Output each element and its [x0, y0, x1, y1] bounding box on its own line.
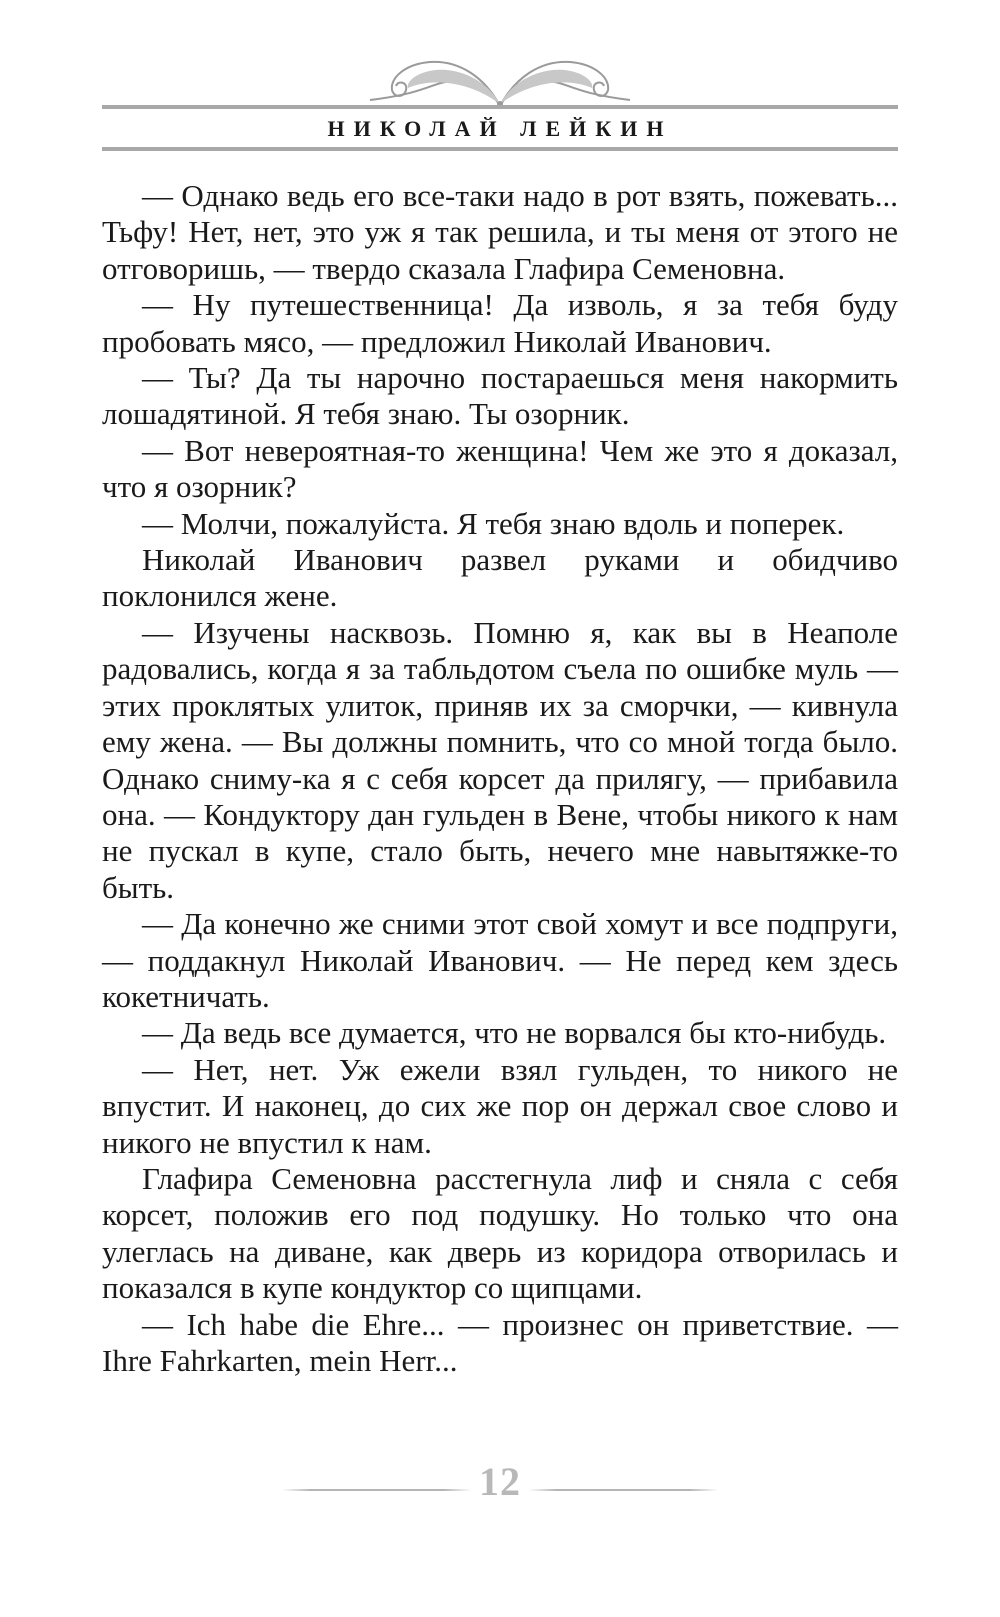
- header-bottom-rule: [102, 146, 898, 152]
- paragraph: — Молчи, пожалуйста. Я тебя знаю вдоль и поперек.: [142, 505, 845, 541]
- page-number: 12: [479, 1459, 521, 1504]
- paragraph: — Однако ведь его все-таки надо в рот взять, пожевать... Тьфу! Нет, нет, это уж я так решила, и ты меня от этого не отговоришь, — твердо сказала Глафира Семеновна.: [102, 178, 898, 286]
- paragraph: — Ich habe die Ehre... — произнес он приветствие. — Ihre Fahrkarten, mein Herr...: [102, 1306, 898, 1378]
- footer-left-rule: [282, 1489, 472, 1491]
- paragraph: — Изучены насквозь. Помню я, как вы в Неаполе радовались, когда я за табльдотом съела по ошибке муль — этих проклятых улиток, приняв их за сморчки, — кивнула ему жена. — Вы должны помнить, что со мной тогда было. Однако сниму-ка я с себя корсет да прилягу, — прибавила она. — Кондуктору дан гульден в Вене, чтобы никого к нам не пускал в купе, стало быть, нечего мне навытяжке-то быть.: [102, 614, 898, 905]
- body-text: [102, 178, 898, 1379]
- paragraph: — Ну путешественница! Да изволь, я за тебя буду пробовать мясо, — предложил Николай Иванович.: [102, 287, 898, 359]
- paragraph: Николай Иванович развел руками и обидчиво поклонился жене.: [102, 542, 898, 614]
- paragraph: — Ты? Да ты нарочно постараешься меня накормить лошадятиной. Я тебя знаю. Ты озорник.: [102, 360, 898, 432]
- paragraph: — Да ведь все думается, что не ворвался бы кто-нибудь.: [142, 1015, 887, 1051]
- page-footer: [0, 1458, 1000, 1518]
- paragraph: — Нет, нет. Уж ежели взял гульден, то никого не впустит. И наконец, до сих же пор он держал свое слово и никого не впустил к нам.: [102, 1051, 898, 1160]
- footer-right-rule: [528, 1489, 718, 1491]
- header-ornament-icon: [350, 38, 650, 110]
- paragraph: — Вот невероятная-то женщина! Чем же это я доказал, что я озорник?: [102, 432, 898, 505]
- paragraph: Глафира Семеновна расстегнула лиф и сняла с себя корсет, положив его под подушку. Но только что она улеглась на диване, как дверь из коридора отворилась и показался в купе кондуктор со щипцами.: [102, 1160, 898, 1306]
- running-head-author: НИКОЛАЙ ЛЕЙКИН: [327, 116, 673, 141]
- header-top-rule: [102, 104, 898, 110]
- paragraph: — Да конечно же сними этот свой хомут и все подпруги, — поддакнул Николай Иванович. — Не перед кем здесь кокетничать.: [102, 906, 898, 1014]
